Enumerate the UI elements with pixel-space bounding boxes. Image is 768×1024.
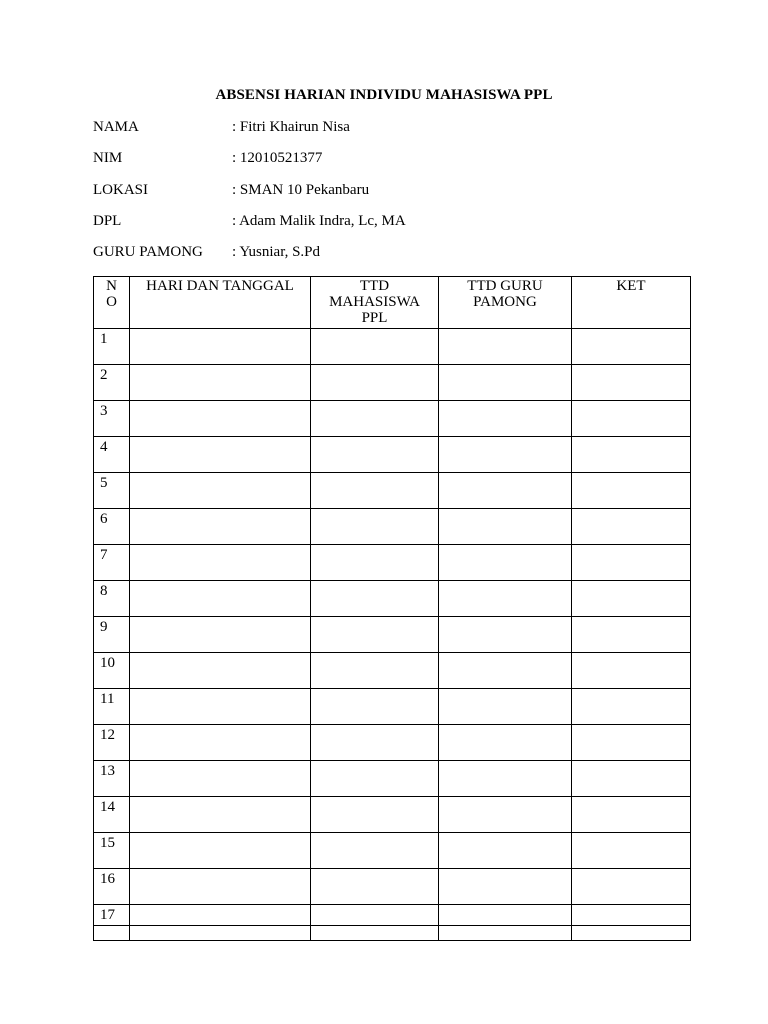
ttd-guru-cell[interactable] xyxy=(439,401,572,437)
header-ttd-mahasiswa xyxy=(311,277,439,329)
ttd-guru-cell[interactable] xyxy=(439,833,572,869)
info-value: : Fitri Khairun Nisa xyxy=(232,119,350,135)
info-row-guru-pamong xyxy=(93,244,693,264)
info-row-dpl xyxy=(93,213,693,233)
ket-cell[interactable] xyxy=(572,365,691,401)
ket-cell[interactable] xyxy=(572,545,691,581)
ket-cell[interactable] xyxy=(572,797,691,833)
hari-tanggal-cell[interactable] xyxy=(130,869,311,905)
hari-tanggal-cell[interactable] xyxy=(130,437,311,473)
header-ket xyxy=(572,277,691,329)
info-label: NAMA xyxy=(93,119,139,135)
info-label: LOKASI xyxy=(93,182,148,198)
row-number-cell: 14 xyxy=(94,797,130,833)
ttd-mahasiswa-cell[interactable] xyxy=(311,581,439,617)
info-row-nim xyxy=(93,150,693,170)
ket-cell[interactable] xyxy=(572,329,691,365)
ttd-mahasiswa-cell[interactable] xyxy=(311,797,439,833)
ket-cell[interactable] xyxy=(572,905,691,941)
hari-tanggal-cell[interactable] xyxy=(130,797,311,833)
table-row xyxy=(94,797,691,833)
ttd-mahasiswa-cell[interactable] xyxy=(311,617,439,653)
ttd-mahasiswa-cell[interactable] xyxy=(311,329,439,365)
ttd-guru-cell[interactable] xyxy=(439,473,572,509)
ttd-mahasiswa-cell[interactable] xyxy=(311,725,439,761)
ttd-mahasiswa-cell[interactable] xyxy=(311,545,439,581)
ket-cell[interactable] xyxy=(572,437,691,473)
ttd-guru-cell[interactable] xyxy=(439,329,572,365)
table-row xyxy=(94,617,691,653)
info-value: : 12010521377 xyxy=(232,150,323,166)
row-number-cell: 3 xyxy=(94,401,130,437)
ket-cell[interactable] xyxy=(572,725,691,761)
ttd-guru-cell[interactable] xyxy=(439,365,572,401)
row-number-cell: 17 xyxy=(94,905,130,941)
info-row-nama xyxy=(93,119,693,139)
ttd-guru-cell[interactable] xyxy=(439,725,572,761)
row-number-cell: 5 xyxy=(94,473,130,509)
ttd-guru-cell[interactable] xyxy=(439,509,572,545)
row-number-cell: 10 xyxy=(94,653,130,689)
ttd-mahasiswa-cell[interactable] xyxy=(311,401,439,437)
hari-tanggal-cell[interactable] xyxy=(130,905,311,941)
info-label: NIM xyxy=(93,150,123,166)
header-ttd-guru-pamong xyxy=(439,277,572,329)
info-label: DPL xyxy=(93,213,122,229)
ket-cell[interactable] xyxy=(572,581,691,617)
hari-tanggal-cell[interactable] xyxy=(130,833,311,869)
hari-tanggal-cell[interactable] xyxy=(130,761,311,797)
table-row xyxy=(94,689,691,725)
header-text: TTD GURU xyxy=(467,278,543,294)
info-value: : SMAN 10 Pekanbaru xyxy=(232,182,370,198)
ttd-mahasiswa-cell[interactable] xyxy=(311,365,439,401)
table-row xyxy=(94,545,691,581)
hari-tanggal-cell[interactable] xyxy=(130,401,311,437)
row-number-cell: 7 xyxy=(94,545,130,581)
table-row xyxy=(94,653,691,689)
ket-cell[interactable] xyxy=(572,869,691,905)
row-number-cell: 6 xyxy=(94,509,130,545)
ttd-mahasiswa-cell[interactable] xyxy=(311,689,439,725)
table-row xyxy=(94,401,691,437)
table-row xyxy=(94,437,691,473)
hari-tanggal-cell[interactable] xyxy=(130,653,311,689)
row-number-cell: 12 xyxy=(94,725,130,761)
ttd-guru-cell[interactable] xyxy=(439,905,572,941)
ttd-guru-cell[interactable] xyxy=(439,869,572,905)
table-row xyxy=(94,581,691,617)
table-body xyxy=(94,329,691,941)
ttd-guru-cell[interactable] xyxy=(439,545,572,581)
header-text: HARI DAN TANGGAL xyxy=(146,278,294,294)
ttd-mahasiswa-cell[interactable] xyxy=(311,473,439,509)
hari-tanggal-cell[interactable] xyxy=(130,509,311,545)
document-title: ABSENSI HARIAN INDIVIDU MAHASISWA PPL xyxy=(215,87,553,103)
table-header-row xyxy=(94,277,691,329)
table-row xyxy=(94,761,691,797)
table-row xyxy=(94,833,691,869)
info-value: : Yusniar, S.Pd xyxy=(232,244,321,260)
table-row xyxy=(94,509,691,545)
header-no xyxy=(94,277,130,329)
ttd-mahasiswa-cell[interactable] xyxy=(311,761,439,797)
header-text: PPL xyxy=(361,310,388,326)
header-text: O xyxy=(106,294,117,310)
header-text: KET xyxy=(616,278,646,294)
ket-cell[interactable] xyxy=(572,617,691,653)
ket-cell[interactable] xyxy=(572,509,691,545)
table-row xyxy=(94,725,691,761)
table-row xyxy=(94,473,691,509)
ttd-guru-cell[interactable] xyxy=(439,581,572,617)
hari-tanggal-cell[interactable] xyxy=(130,329,311,365)
ttd-mahasiswa-cell[interactable] xyxy=(311,833,439,869)
ket-cell[interactable] xyxy=(572,833,691,869)
row-number-cell: 13 xyxy=(94,761,130,797)
ttd-guru-cell[interactable] xyxy=(439,617,572,653)
ttd-guru-cell[interactable] xyxy=(439,653,572,689)
hari-tanggal-cell[interactable] xyxy=(130,581,311,617)
table-row xyxy=(94,905,691,941)
ttd-mahasiswa-cell[interactable] xyxy=(311,509,439,545)
header-text: N xyxy=(106,278,117,294)
ttd-mahasiswa-cell[interactable] xyxy=(311,437,439,473)
hari-tanggal-cell[interactable] xyxy=(130,473,311,509)
info-value: : Adam Malik Indra, Lc, MA xyxy=(232,213,406,229)
header-text: MAHASISWA xyxy=(329,294,420,310)
ttd-guru-cell[interactable] xyxy=(439,437,572,473)
hari-tanggal-cell[interactable] xyxy=(130,725,311,761)
row-number-cell: 8 xyxy=(94,581,130,617)
attendance-table xyxy=(93,276,691,941)
ttd-guru-cell[interactable] xyxy=(439,689,572,725)
ttd-mahasiswa-cell[interactable] xyxy=(311,869,439,905)
row-number-cell: 15 xyxy=(94,833,130,869)
header-hari-tanggal xyxy=(130,277,311,329)
hari-tanggal-cell[interactable] xyxy=(130,689,311,725)
ket-cell[interactable] xyxy=(572,689,691,725)
ttd-mahasiswa-cell[interactable] xyxy=(311,905,439,941)
header-text: TTD xyxy=(359,278,390,294)
ttd-mahasiswa-cell[interactable] xyxy=(311,653,439,689)
ket-cell[interactable] xyxy=(572,653,691,689)
hari-tanggal-cell[interactable] xyxy=(130,545,311,581)
row-number-cell: 9 xyxy=(94,617,130,653)
row-number-cell: 2 xyxy=(94,365,130,401)
table-row xyxy=(94,365,691,401)
row-number-cell: 16 xyxy=(94,869,130,905)
footer-divider xyxy=(93,925,690,926)
row-number-cell: 11 xyxy=(94,689,130,725)
info-row-lokasi xyxy=(93,182,693,202)
ket-cell[interactable] xyxy=(572,401,691,437)
table-row xyxy=(94,869,691,905)
hari-tanggal-cell[interactable] xyxy=(130,617,311,653)
row-number-cell: 1 xyxy=(94,329,130,365)
info-label: GURU PAMONG xyxy=(93,244,203,260)
table-row xyxy=(94,329,691,365)
header-text: PAMONG xyxy=(473,294,537,310)
ket-cell[interactable] xyxy=(572,473,691,509)
ttd-guru-cell[interactable] xyxy=(439,797,572,833)
ttd-guru-cell[interactable] xyxy=(439,761,572,797)
row-number-cell: 4 xyxy=(94,437,130,473)
hari-tanggal-cell[interactable] xyxy=(130,365,311,401)
ket-cell[interactable] xyxy=(572,761,691,797)
